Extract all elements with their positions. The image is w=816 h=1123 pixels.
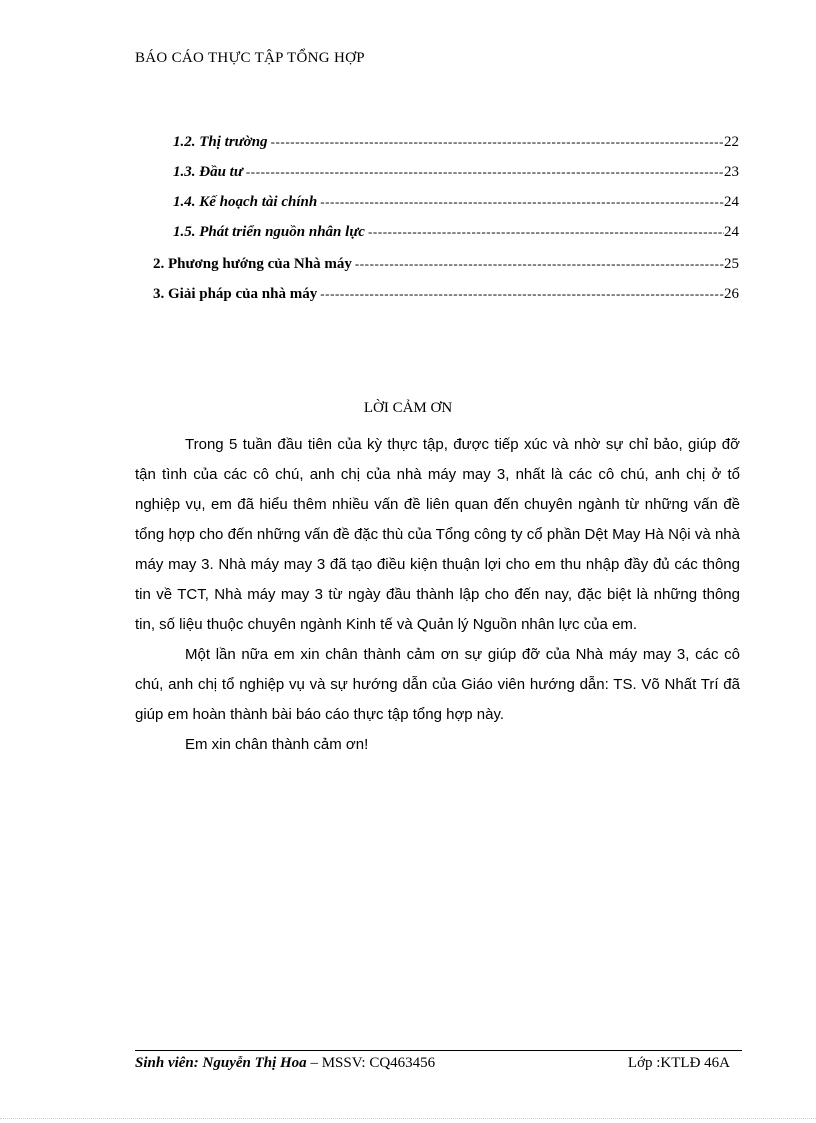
toc-entry[interactable] [153, 284, 739, 304]
toc-entry-label: 1.5. Phát triển nguồn nhân lực [173, 224, 365, 240]
toc-dot-leader [320, 284, 724, 304]
toc-entry-page: 26 [724, 286, 739, 302]
student-name: Sinh viên: Nguyễn Thị Hoa [135, 1055, 307, 1071]
toc-dot-leader [320, 192, 724, 212]
toc-entry-page: 24 [724, 194, 739, 210]
toc-dot-leader [271, 132, 724, 152]
class-info: Lớp :KTLĐ 46A [627, 1055, 730, 1071]
toc-dot-leader [246, 162, 724, 182]
student-info [135, 1055, 435, 1072]
toc-entry-label: 1.3. Đầu tư [173, 164, 243, 180]
toc-entry[interactable] [153, 254, 739, 274]
toc-entry[interactable] [173, 162, 739, 182]
footer-divider [135, 1050, 742, 1051]
toc-entry-label: 3. Giải pháp của nhà máy [153, 286, 318, 302]
paragraph: Một lần nữa em xin chân thành cảm ơn sự giúp đỡ của Nhà máy may 3, các cô chú, anh chị tổ nghiệp vụ và sự hướng dẫn của Giáo viên hướng dẫn: TS. Võ Nhất Trí đã giúp em hoàn thành bài báo cáo thực tập tổng hợp này. [135, 646, 740, 723]
student-id: – MSSV: CQ463456 [306, 1055, 436, 1071]
page-bottom-edge [0, 1118, 816, 1119]
toc-entry-page: 25 [724, 256, 739, 272]
toc-dot-leader [368, 222, 724, 242]
toc-entry-label: 1.4. Kế hoạch tài chính [173, 194, 318, 210]
toc-entry[interactable] [173, 132, 739, 152]
toc-entry-label: 1.2. Thị trường [173, 134, 268, 150]
toc-dot-leader [355, 254, 724, 274]
toc-entry[interactable] [173, 192, 739, 212]
acknowledgement-title: LỜI CẢM ƠN [363, 400, 453, 416]
acknowledgement-body [135, 430, 740, 760]
toc-entry-page: 24 [724, 224, 739, 240]
page-footer [135, 1055, 740, 1072]
paragraph: Em xin chân thành cảm ơn! [185, 736, 369, 753]
toc-entry-page: 22 [724, 134, 739, 150]
report-header-title: BÁO CÁO THỰC TẬP TỔNG HỢP [135, 50, 365, 66]
toc-entry-label: 2. Phương hướng của Nhà máy [153, 256, 352, 272]
toc-entry-page: 23 [724, 164, 739, 180]
paragraph: Trong 5 tuần đầu tiên của kỳ thực tập, được tiếp xúc và nhờ sự chỉ bảo, giúp đỡ tận tình của các cô chú, anh chị của nhà máy may 3, nhất là các cô chú, anh chị ở tổ nghiệp vụ, em đã hiểu thêm nhiều vấn đề liên quan đến chuyên ngành từ những vấn đề tổng hợp cho đến những vấn đề đặc thù của Tổng công ty cổ phần Dệt May Hà Nội và nhà máy may 3. Nhà máy may 3 đã tạo điều kiện thuận lợi cho em thu nhập đầy đủ các thông tin về TCT, Nhà máy may 3 từ ngày đầu thành lập cho đến nay, đặc biệt là những thông tin, số liệu thuộc chuyên ngành Kinh tế và Quản lý Nguồn nhân lực của em. [135, 436, 740, 633]
toc-entry[interactable] [173, 222, 739, 242]
